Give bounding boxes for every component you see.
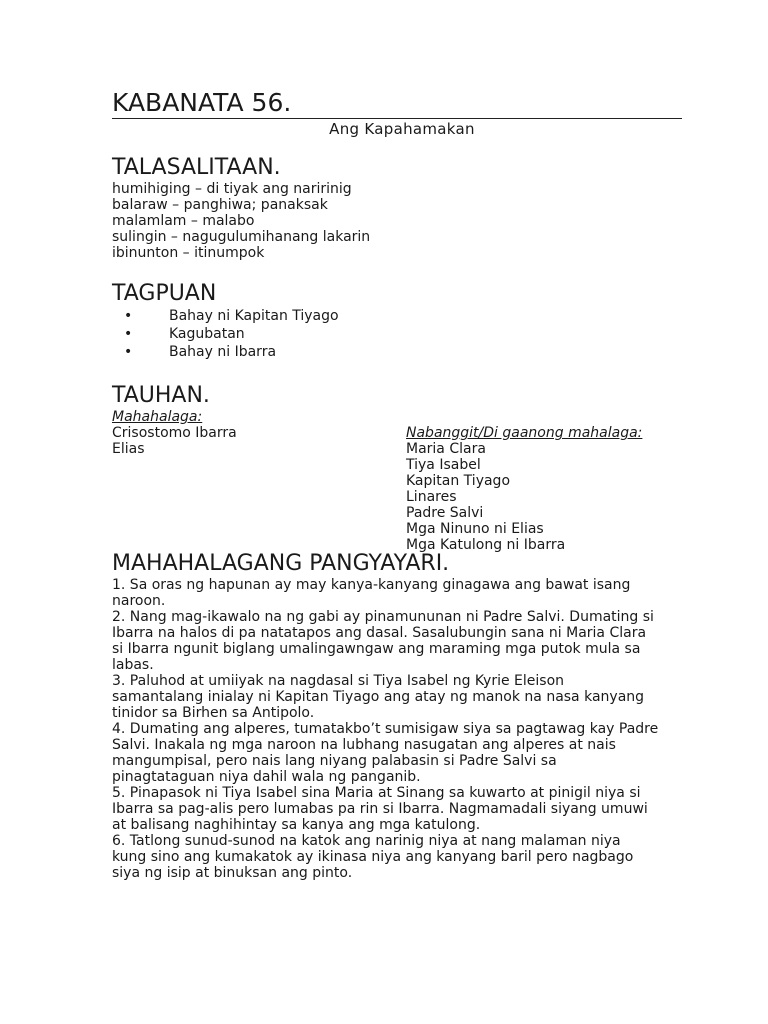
vocabulary-item: humihiging – di tiyak ang naririnig xyxy=(112,181,352,197)
event-line: 1. Sa oras ng hapunan ay may kanya-kanyang ginagawa ang bawat isang xyxy=(112,577,631,593)
character-name: Padre Salvi xyxy=(406,505,484,521)
vocabulary-list xyxy=(112,181,682,261)
event-line: Ibarra sa pag-alis pero lumabas pa rin si Ibarra. Nagmamadali siyang umuwi xyxy=(112,801,648,817)
character-name: Linares xyxy=(406,489,457,505)
event-line: kung sino ang kumakatok ay ikinasa niya ang kanyang baril pero nagbago xyxy=(112,849,634,865)
minor-characters xyxy=(406,425,642,553)
event-line: pinagtataguan niya dahil wala ng panganib. xyxy=(112,769,421,785)
event-line: 4. Dumating ang alperes, tumatakbo’t sumisigaw siya sa pagtawag kay Padre xyxy=(112,721,659,737)
event-line: si Ibarra ngunit biglang umalingawngaw ang maraming mga putok mula sa xyxy=(112,641,641,657)
setting-item xyxy=(112,343,682,361)
character-name: Tiya Isabel xyxy=(406,457,481,473)
bullet-icon: • xyxy=(124,326,133,342)
event-line: at balisang naghihintay sa kanya ang mga katulong. xyxy=(112,817,481,833)
event-line: 3. Paluhod at umiiyak na nagdasal si Tiya Isabel ng Kyrie Eleison xyxy=(112,673,565,689)
event-line: siya ng isip at binuksan ang pinto. xyxy=(112,865,353,881)
event-line: naroon. xyxy=(112,593,166,609)
main-characters xyxy=(112,409,237,457)
setting-item xyxy=(112,307,682,325)
vocabulary-item: sulingin – nagugulumihanang lakarin xyxy=(112,229,371,245)
tagpuan-heading: TAGPUAN xyxy=(112,281,217,306)
event-line: samantalang inialay ni Kapitan Tiyago ang atay ng manok na nasa kanyang xyxy=(112,689,645,705)
character-name: Mga Ninuno ni Elias xyxy=(406,521,544,537)
event-line: Ibarra na halos di pa natatapos ang dasal. Sasalubungin sana ni Maria Clara xyxy=(112,625,647,641)
event-line: 2. Nang mag-ikawalo na ng gabi ay pinamununan ni Padre Salvi. Dumating si xyxy=(112,609,654,625)
events-text xyxy=(112,577,682,881)
setting-list xyxy=(112,307,682,361)
character-name: Maria Clara xyxy=(406,441,486,457)
event-line: 6. Tatlong sunud-sunod na katok ang narinig niya at nang malaman niya xyxy=(112,833,621,849)
pangyayari-heading: MAHAHALAGANG PANGYAYARI. xyxy=(112,551,450,576)
document-page xyxy=(112,88,682,881)
minor-characters-label: Nabanggit/Di gaanong mahalaga: xyxy=(406,425,643,441)
event-line: 5. Pinapasok ni Tiya Isabel sina Maria at Sinang sa kuwarto at pinigil niya si xyxy=(112,785,641,801)
character-name: Crisostomo Ibarra xyxy=(112,425,237,441)
setting-item xyxy=(112,325,682,343)
event-line: labas. xyxy=(112,657,154,673)
chapter-title: KABANATA 56. xyxy=(112,88,682,119)
chapter-subtitle: Ang Kapahamakan xyxy=(329,120,475,138)
event-line: Salvi. Inakala ng mga naroon na lubhang nasugatan ang alperes at nais xyxy=(112,737,616,753)
bullet-icon: • xyxy=(124,344,133,360)
vocabulary-item: malamlam – malabo xyxy=(112,213,255,229)
setting-item-label: Kagubatan xyxy=(169,326,245,342)
characters-section xyxy=(112,409,682,554)
character-name: Mga Katulong ni Ibarra xyxy=(406,537,566,553)
character-name: Elias xyxy=(112,441,145,457)
tauhan-heading: TAUHAN. xyxy=(112,383,210,408)
bullet-icon: • xyxy=(124,308,133,324)
main-characters-label: Mahahalaga: xyxy=(112,409,203,425)
vocabulary-item: ibinunton – itinumpok xyxy=(112,245,265,261)
setting-item-label: Bahay ni Kapitan Tiyago xyxy=(169,308,339,324)
talasalitaan-heading: TALASALITAAN. xyxy=(112,155,281,180)
event-line: tinidor sa Birhen sa Antipolo. xyxy=(112,705,315,721)
vocabulary-item: balaraw – panghiwa; panaksak xyxy=(112,197,328,213)
event-line: mangumpisal, pero nais lang niyang palabasin si Padre Salvi sa xyxy=(112,753,557,769)
character-name: Kapitan Tiyago xyxy=(406,473,511,489)
setting-item-label: Bahay ni Ibarra xyxy=(169,344,277,360)
